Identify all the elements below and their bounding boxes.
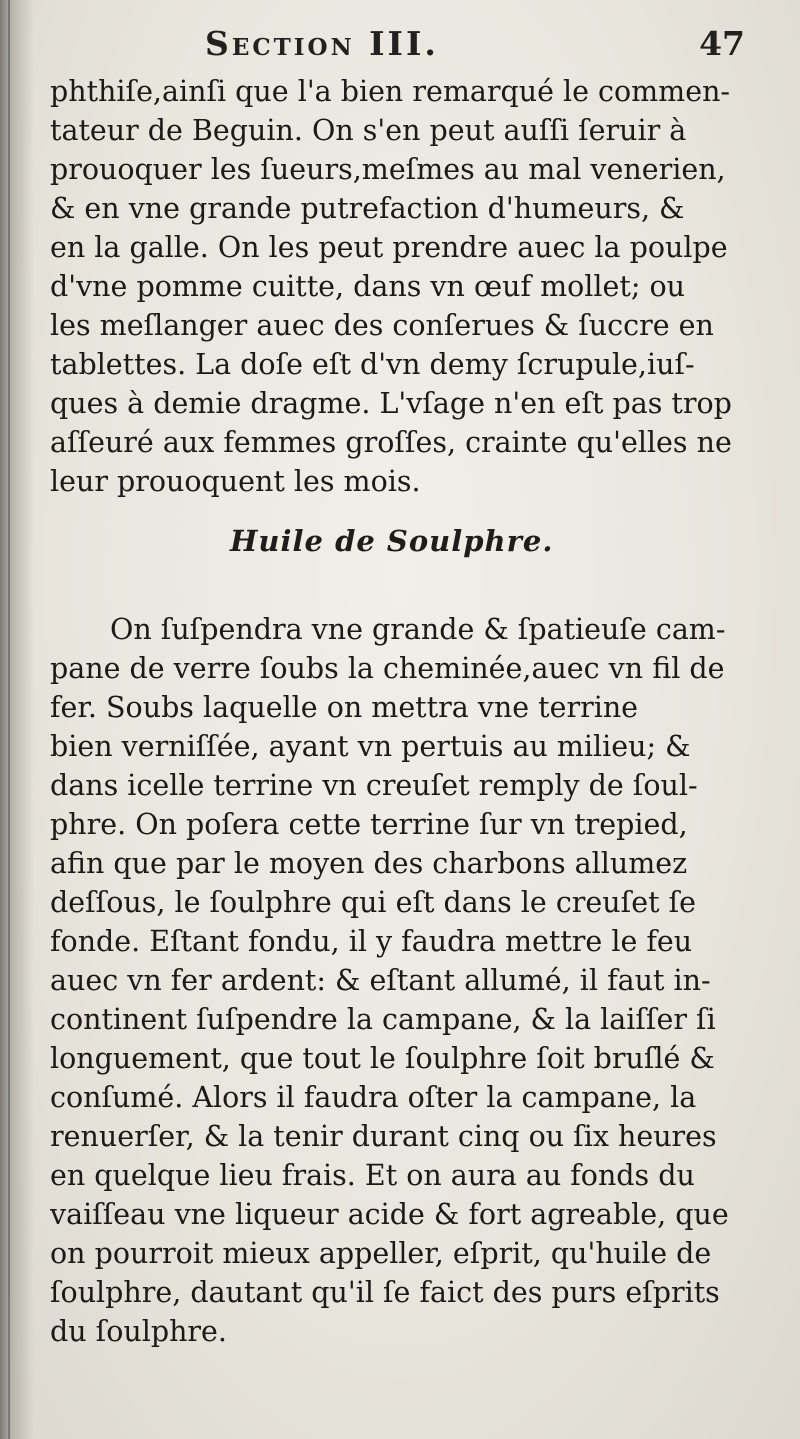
text-line: on pourroit mieux appeller, eſprit, qu'huile de <box>50 1237 712 1270</box>
paragraph-2 <box>50 610 750 1351</box>
text-line: vaiſſeau vne liqueur acide & fort agreable, que <box>50 1198 729 1231</box>
running-head: Section III. <box>205 24 439 63</box>
text-line: longuement, que tout le ſoulphre ſoit bruſlé & <box>50 1042 715 1075</box>
text-line: en la galle. On les peut prendre auec la poulpe <box>50 231 728 264</box>
spine-shadow <box>0 0 34 1439</box>
text-line: du ſoulphre. <box>50 1315 227 1348</box>
text-line: aſſeuré aux femmes groſſes, crainte qu'elles ne <box>50 426 732 459</box>
text-line: fonde. Eſtant fondu, il y faudra mettre le feu <box>50 925 693 958</box>
text-line: deſſous, le ſoulphre qui eſt dans le creuſet ſe <box>50 886 696 919</box>
text-line: fer. Soubs laquelle on mettra vne terrine <box>50 691 639 724</box>
text-line: ques à demie dragme. L'vſage n'en eſt pas trop <box>50 387 732 420</box>
text-line: prouoquer les ſueurs,meſmes au mal venerien, <box>50 153 726 186</box>
text-line: continent ſuſpendre la campane, & la laiſſer ſi <box>50 1003 716 1036</box>
page-number: 47 <box>699 24 745 63</box>
section-subheading: Huile de Soulphre. <box>230 524 554 558</box>
text-line: bien verniſſée, ayant vn pertuis au milieu; & <box>50 730 691 763</box>
text-line: tablettes. La doſe eſt d'vn demy ſcrupule,iuſ- <box>50 348 695 381</box>
text-line: pane de verre ſoubs la cheminée,auec vn fil de <box>50 652 725 685</box>
text-line: d'vne pomme cuitte, dans vn œuf mollet; ou <box>50 270 686 303</box>
text-line: conſumé. Alors il faudra oſter la campane, la <box>50 1081 697 1114</box>
text-line: afin que par le moyen des charbons allumez <box>50 847 688 880</box>
text-line: phre. On poſera cette terrine ſur vn trepied, <box>50 808 688 841</box>
page-header <box>205 24 745 72</box>
text-line: & en vne grande putrefaction d'humeurs, & <box>50 192 685 225</box>
text-line: renuerſer, & la tenir durant cinq ou ſix heures <box>50 1120 717 1153</box>
text-line: leur prouoquent les mois. <box>50 465 421 498</box>
text-line: phthiſe,ainſi que l'a bien remarqué le commen- <box>50 75 731 108</box>
paragraph-1 <box>50 72 750 501</box>
spine-edge <box>8 0 10 1439</box>
text-line: les meſlanger auec des conſerues & ſuccre en <box>50 309 714 342</box>
text-line: auec vn fer ardent: & eſtant allumé, il faut in- <box>50 964 711 997</box>
text-line: tateur de Beguin. On s'en peut auſſi ſeruir à <box>50 114 687 147</box>
text-line: On ſuſpendra vne grande & ſpatieuſe cam- <box>110 613 726 646</box>
text-line: dans icelle terrine vn creuſet remply de ſoul- <box>50 769 698 802</box>
text-line: ſoulphre, dautant qu'il ſe faict des purs eſprits <box>50 1276 720 1309</box>
text-line: en quelque lieu frais. Et on aura au fonds du <box>50 1159 695 1192</box>
